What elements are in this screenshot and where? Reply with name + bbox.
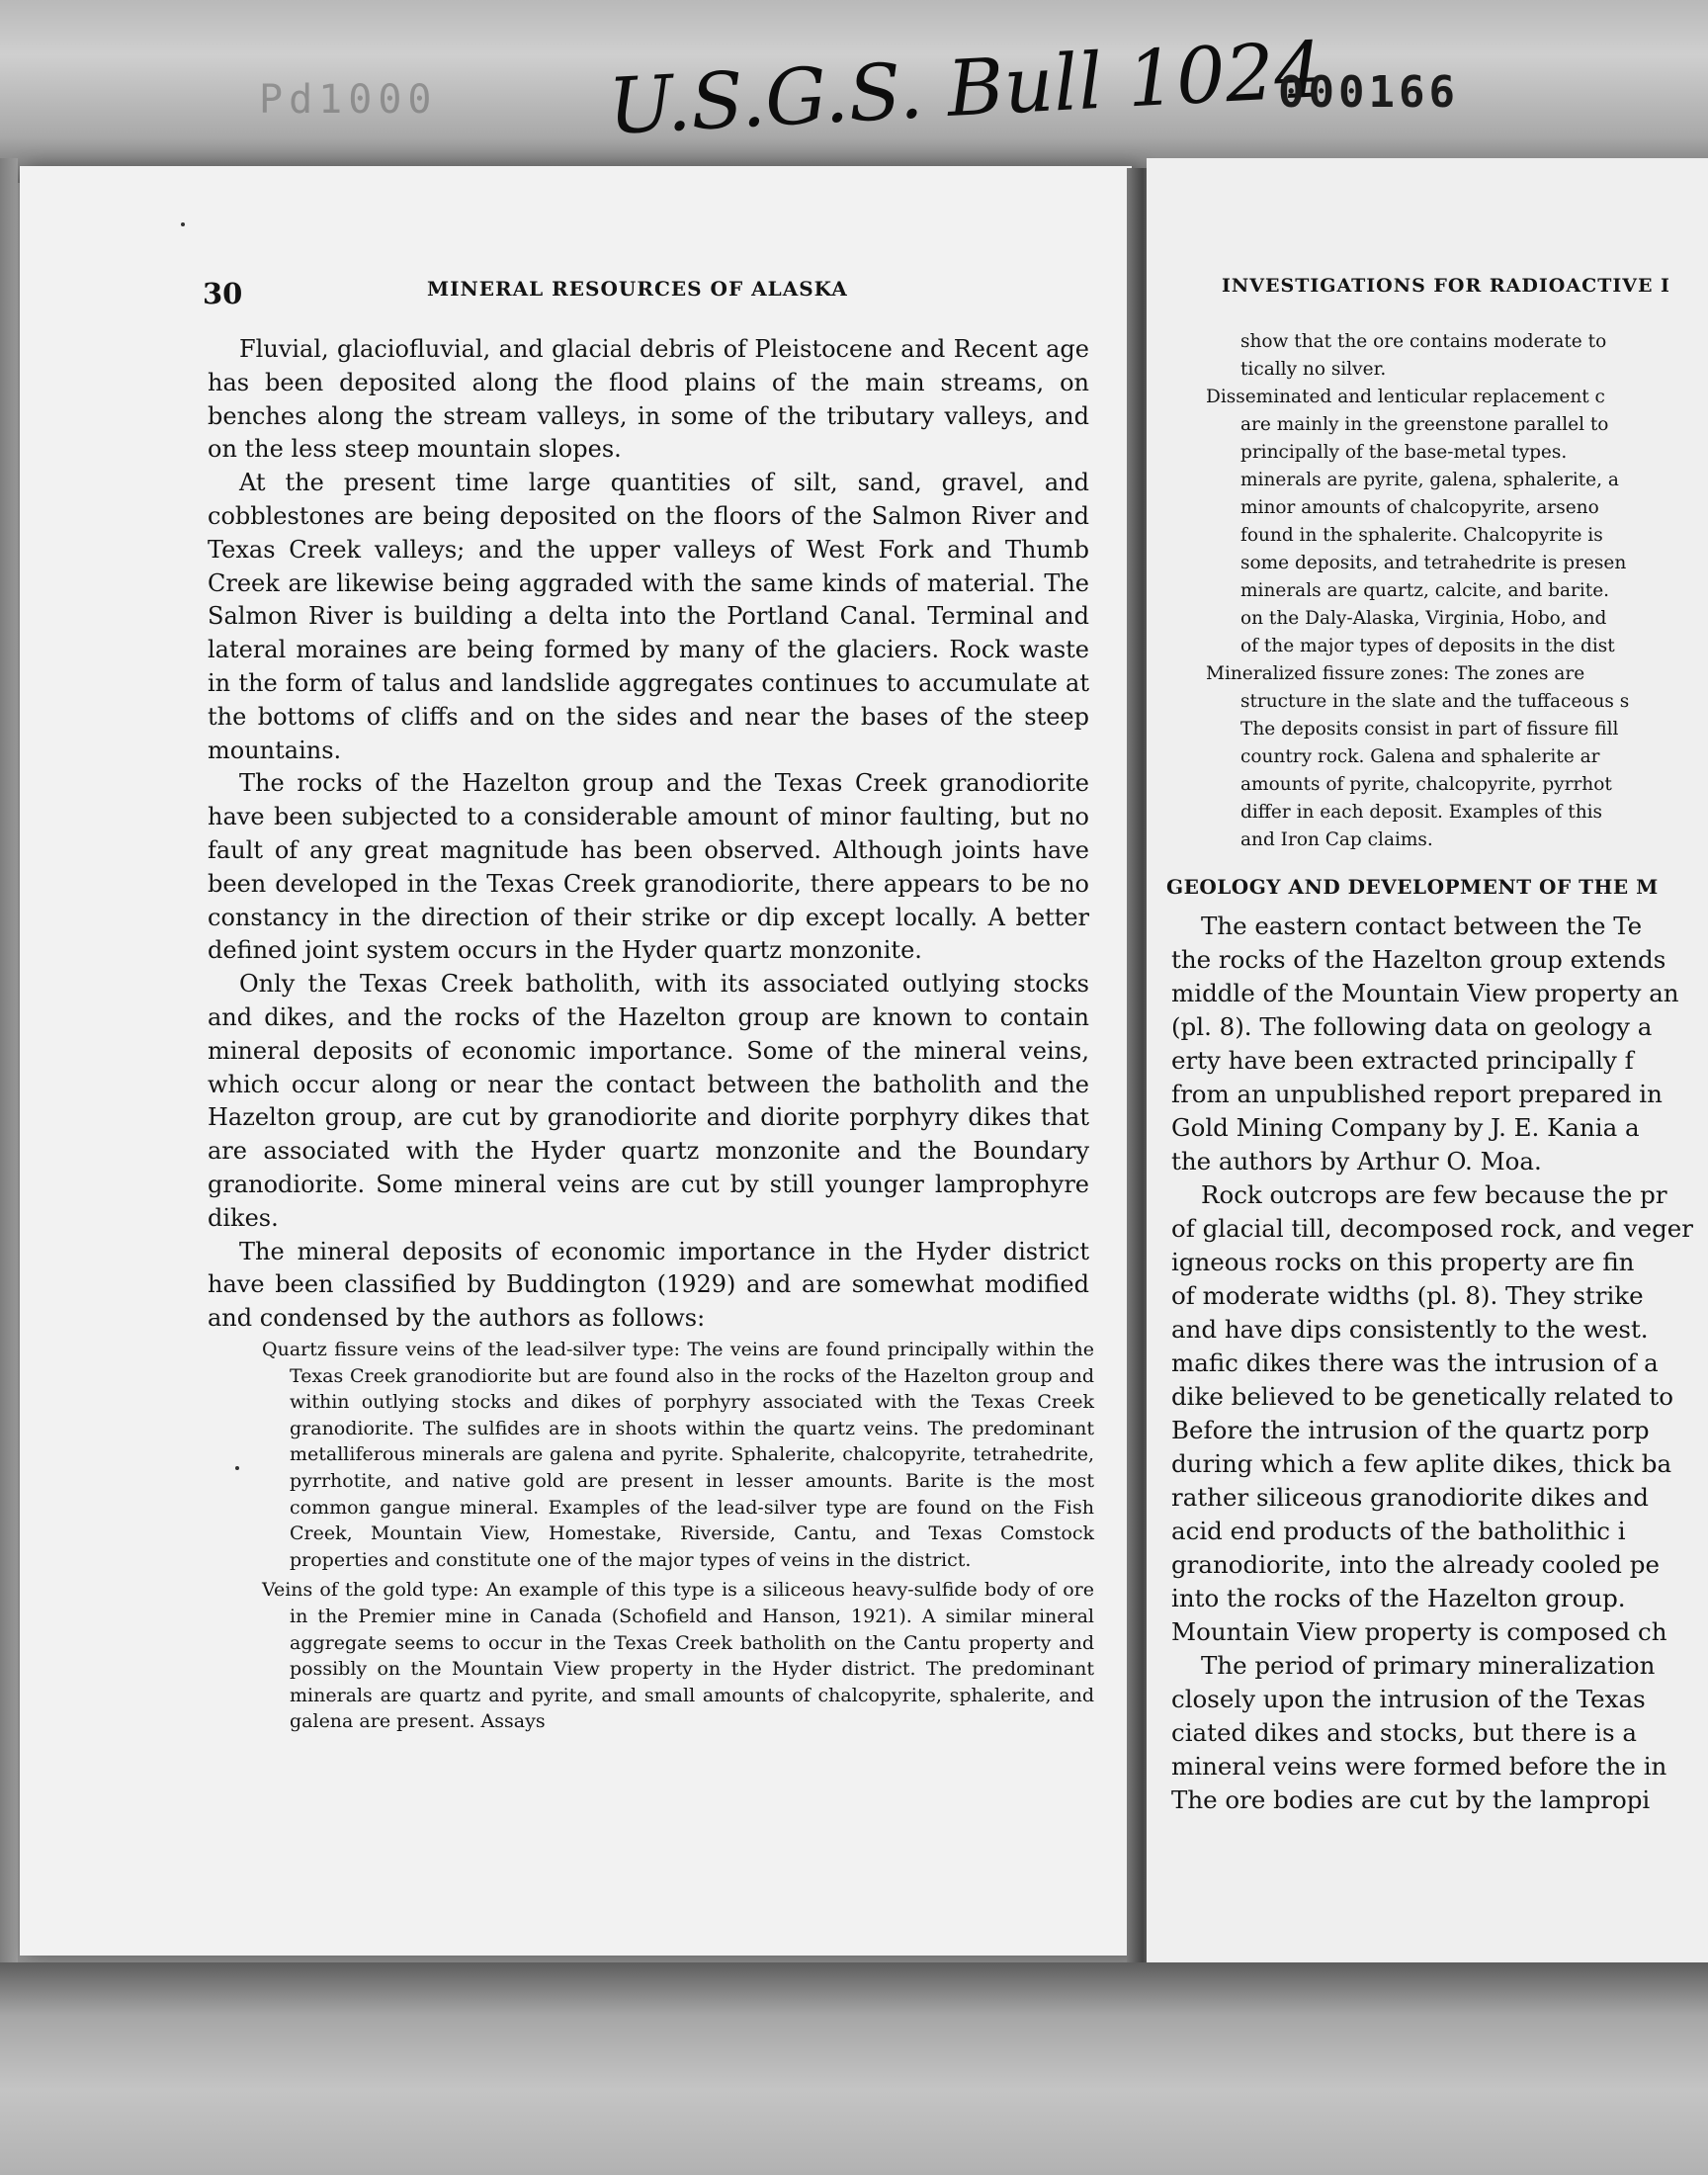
text-line: and have dips consistently to the west. [1171, 1315, 1649, 1344]
text-line: mafic dikes there was the intrusion of a [1171, 1348, 1659, 1377]
text-line: Disseminated and lenticular replacement c [1206, 387, 1605, 407]
scan-speck [181, 222, 185, 226]
text-line: the rocks of the Hazelton group extends [1171, 945, 1666, 974]
paragraph: The mineral deposits of economic importance in the Hyder district have been classified by Buddington (1929) and are somewhat modified and condensed by the authors as follows: [208, 1237, 1089, 1333]
text-line: of moderate widths (pl. 8). They strike [1171, 1281, 1644, 1310]
text-line: are mainly in the greenstone parallel to [1240, 414, 1609, 435]
text-line: The eastern contact between the Te [1201, 912, 1643, 940]
paragraph: Fluvial, glaciofluvial, and glacial debris of Pleistocene and Recent age has been deposited along the flood plains of the main streams, on benches along the stream valleys, in some of the tributary valleys, and on the less steep mountain slopes. [208, 335, 1089, 464]
scan-speck [235, 1466, 239, 1470]
text-line: amounts of pyrite, chalcopyrite, pyrrhot [1240, 774, 1612, 795]
text-line: on the Daly-Alaska, Virginia, Hobo, and [1240, 608, 1607, 629]
text-line: acid end products of the batholithic i [1171, 1517, 1626, 1545]
text-line: the authors by Arthur O. Moa. [1171, 1147, 1542, 1175]
right-page [1147, 158, 1708, 1977]
text-line: closely upon the intrusion of the Texas [1171, 1685, 1646, 1713]
text-line: rather siliceous granodiorite dikes and [1171, 1483, 1649, 1512]
classification-item: Veins of the gold type: An example of this type is a siliceous heavy-sulfide body of ore in the Premier mine in Canada (Schofield and Hanson, 1921). A similar mineral aggregate seems to occur in the Texas Creek batholith on the Cantu property and possibly on the Mountain View property in the Hyder district. The predominant minerals are quartz and pyrite, and small amounts of chalcopyrite, sphalerite, and galena are present. Assays [262, 1579, 1094, 1733]
text-line: structure in the slate and the tuffaceous s [1240, 691, 1630, 712]
text-line: dike believed to be genetically related to [1171, 1382, 1674, 1411]
stamp-number: 000166 [1278, 67, 1459, 118]
running-head-left: MINERAL RESOURCES OF ALASKA [427, 277, 848, 301]
paragraph: Only the Texas Creek batholith, with its associated outlying stocks and dikes, and the rocks of the Hazelton group are known to contain mineral deposits of economic importance. Some of the mineral veins, which occur along or near the contact between the batholith and the Hazelton group, are cut by granodiorite and diorite porphyry dikes that are associated with the Hyder quartz monzonite and the Boundary granodiorite. Some mineral veins are cut by still younger lamprophyre dikes. [208, 970, 1089, 1232]
text-line: found in the sphalerite. Chalcopyrite is [1240, 525, 1603, 546]
text-line: of glacial till, decomposed rock, and veger [1171, 1214, 1694, 1243]
text-line: The ore bodies are cut by the lampropi [1171, 1785, 1651, 1814]
text-line: Mountain View property is composed ch [1171, 1617, 1667, 1646]
handwritten-label: U.S.G.S. Bull 1024 [606, 26, 1325, 152]
text-line: country rock. Galena and sphalerite ar [1240, 746, 1600, 767]
text-line: middle of the Mountain View property an [1171, 979, 1679, 1007]
left-body-text [208, 333, 1089, 1336]
text-line: (pl. 8). The following data on geology a [1171, 1012, 1653, 1041]
running-head-right: INVESTIGATIONS FOR RADIOACTIVE I [1222, 275, 1670, 297]
text-line: differ in each deposit. Examples of this [1240, 802, 1603, 823]
text-line: The deposits consist in part of fissure fill [1240, 719, 1619, 740]
right-small-text [1206, 328, 1708, 854]
scan-left-margin [0, 158, 18, 1987]
text-line: granodiorite, into the already cooled pe [1171, 1550, 1660, 1579]
text-line: The period of primary mineralization [1201, 1651, 1656, 1680]
text-line: minerals are pyrite, galena, sphalerite, a [1240, 470, 1619, 490]
text-line: Before the intrusion of the quartz porp [1171, 1416, 1650, 1444]
text-line: during which a few aplite dikes, thick ba [1171, 1449, 1672, 1478]
section-heading: GEOLOGY AND DEVELOPMENT OF THE M [1166, 875, 1659, 899]
text-line: tically no silver. [1240, 359, 1387, 380]
page-number: 30 [203, 277, 243, 310]
text-line: into the rocks of the Hazelton group. [1171, 1584, 1626, 1612]
text-line: principally of the base-metal types. [1240, 442, 1568, 463]
text-line: of the major types of deposits in the dist [1240, 636, 1615, 656]
text-line: Gold Mining Company by J. E. Kania a [1171, 1113, 1640, 1142]
paragraph: At the present time large quantities of silt, sand, gravel, and cobblestones are being deposited on the floors of the Salmon River and Texas Creek valleys; and the upper valleys of West Fork and Thumb Creek are likewise being aggraded with the same kinds of material. The Salmon River is building a delta into the Portland Canal. Terminal and lateral moraines are being formed by many of the glaciers. Rock waste in the form of talus and landslide aggregates continues to accumulate at the bottoms of cliffs and on the sides and near the bases of the steep mountains. [208, 469, 1089, 764]
text-line: mineral veins were formed before the in [1171, 1752, 1667, 1781]
scan-bottom-margin [0, 1962, 1708, 2175]
text-line: igneous rocks on this property are fin [1171, 1248, 1635, 1276]
right-body-text [1171, 910, 1708, 1817]
text-line: and Iron Cap claims. [1240, 829, 1433, 850]
text-line: erty have been extracted principally f [1171, 1046, 1634, 1075]
text-line: Mineralized fissure zones: The zones are [1206, 663, 1585, 684]
text-line: minerals are quartz, calcite, and barite. [1240, 580, 1610, 601]
text-line: ciated dikes and stocks, but there is a [1171, 1718, 1637, 1747]
text-line: Rock outcrops are few because the pr [1201, 1180, 1667, 1209]
text-line: show that the ore contains moderate to [1240, 331, 1607, 352]
paragraph: The rocks of the Hazelton group and the Texas Creek granodiorite have been subjected to a considerable amount of minor faulting, but no fault of any great magnitude has been observed. Although joints have been developed in the Texas Creek granodiorite, there appears to be no constancy in the direction of their strike or dip except locally. A better defined joint system occurs in the Hyder quartz monzonite. [208, 769, 1089, 965]
faint-code: Pd1000 [259, 77, 438, 123]
classification-item: Quartz fissure veins of the lead-silver type: The veins are found principally within the Texas Creek granodiorite but are found also in the rocks of the Hazelton group and within outlying stocks and dikes of porphyry associated with the Texas Creek granodiorite. The sulfides are in shoots within the quartz veins. The predominant metalliferous minerals are galena and pyrite. Sphalerite, chalcopyrite, tetrahedrite, pyrrhotite, and native gold are present in lesser amounts. Barite is the most common gangue mineral. Examples of the lead-silver type are found on the Fish Creek, Mountain View, Homestake, Riverside, Cantu, and Texas Comstock properties and constitute one of the major types of veins in the district. [262, 1339, 1094, 1571]
text-line: some deposits, and tetrahedrite is presen [1240, 553, 1627, 573]
text-line: minor amounts of chalcopyrite, arseno [1240, 497, 1599, 518]
text-line: from an unpublished report prepared in [1171, 1080, 1663, 1108]
classification-list [262, 1337, 1094, 1739]
